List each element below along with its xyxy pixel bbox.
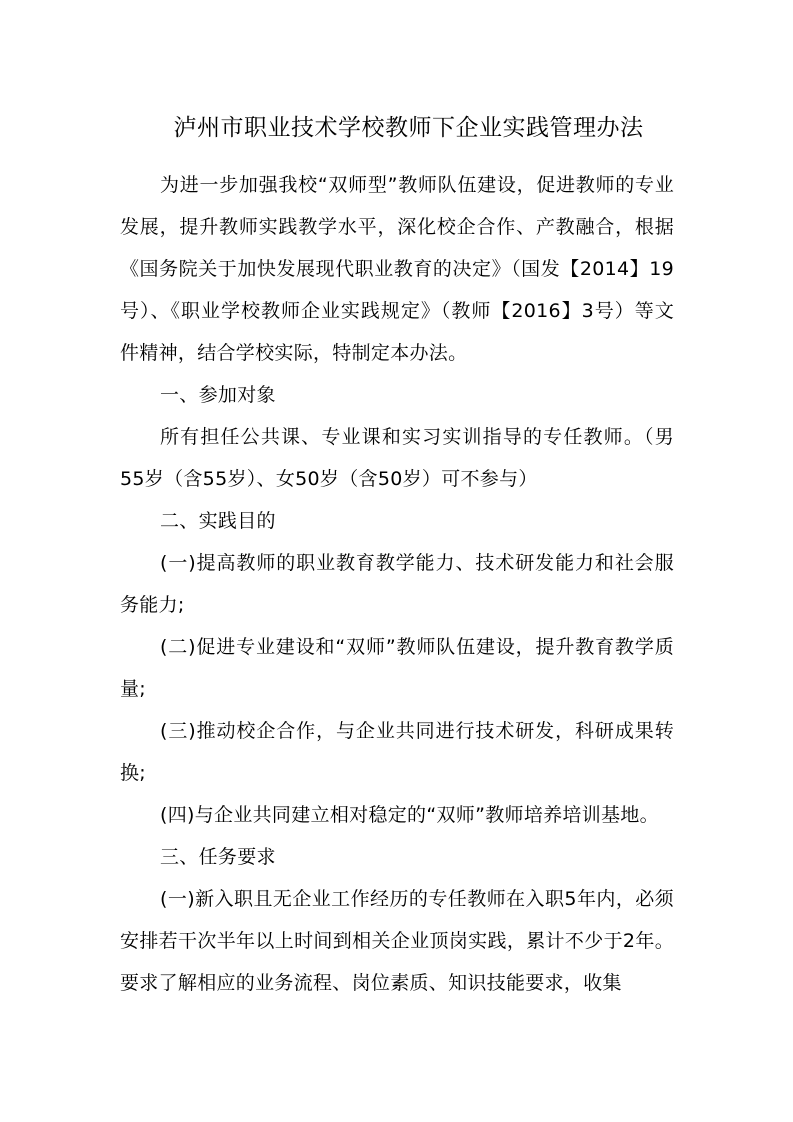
paragraph-intro: 为进一步加强我校“双师型”教师队伍建设，促进教师的专业发展，提升教师实践教学水平，深化校企合作、产教融合，根据《国务院关于加快发展现代职业教育的决定》（国发【2014】19号）、《职业学校教师企业实践规定》（教师【2016】3号）等文件精神，结合学校实际，特制定本办法。 — [120, 174, 674, 364]
section-heading-purpose: 二、实践目的 — [160, 510, 276, 532]
paragraph-purpose-1: (一)提高教师的职业教育教学能力、技术研发能力和社会服务能力; — [120, 552, 674, 616]
paragraph-participants: 所有担任公共课、专业课和实习实训指导的专任教师。（男55岁（含55岁）、女50岁（含50岁）可不参与） — [120, 426, 674, 490]
paragraph-requirements-1: (一)新入职且无企业工作经历的专任教师在入职5年内，必须安排若干次半年以上时间到相关企业顶岗实践，累计不少于2年。要求了解相应的业务流程、岗位素质、知识技能要求，收集 — [120, 888, 674, 994]
section-heading-participants: 一、参加对象 — [160, 384, 276, 406]
paragraph-purpose-3: (三)推动校企合作，与企业共同进行技术研发，科研成果转换; — [120, 720, 674, 784]
document-title: 泸州市职业技术学校教师下企业实践管理办法 — [173, 115, 644, 141]
section-heading-requirements: 三、任务要求 — [160, 846, 276, 868]
paragraph-purpose-4: (四)与企业共同建立相对稳定的“双师”教师培养培训基地。 — [160, 804, 659, 826]
document-body — [120, 164, 674, 1004]
paragraph-purpose-2: (二)促进专业建设和“双师”教师队伍建设，提升教育教学质量; — [120, 636, 674, 700]
